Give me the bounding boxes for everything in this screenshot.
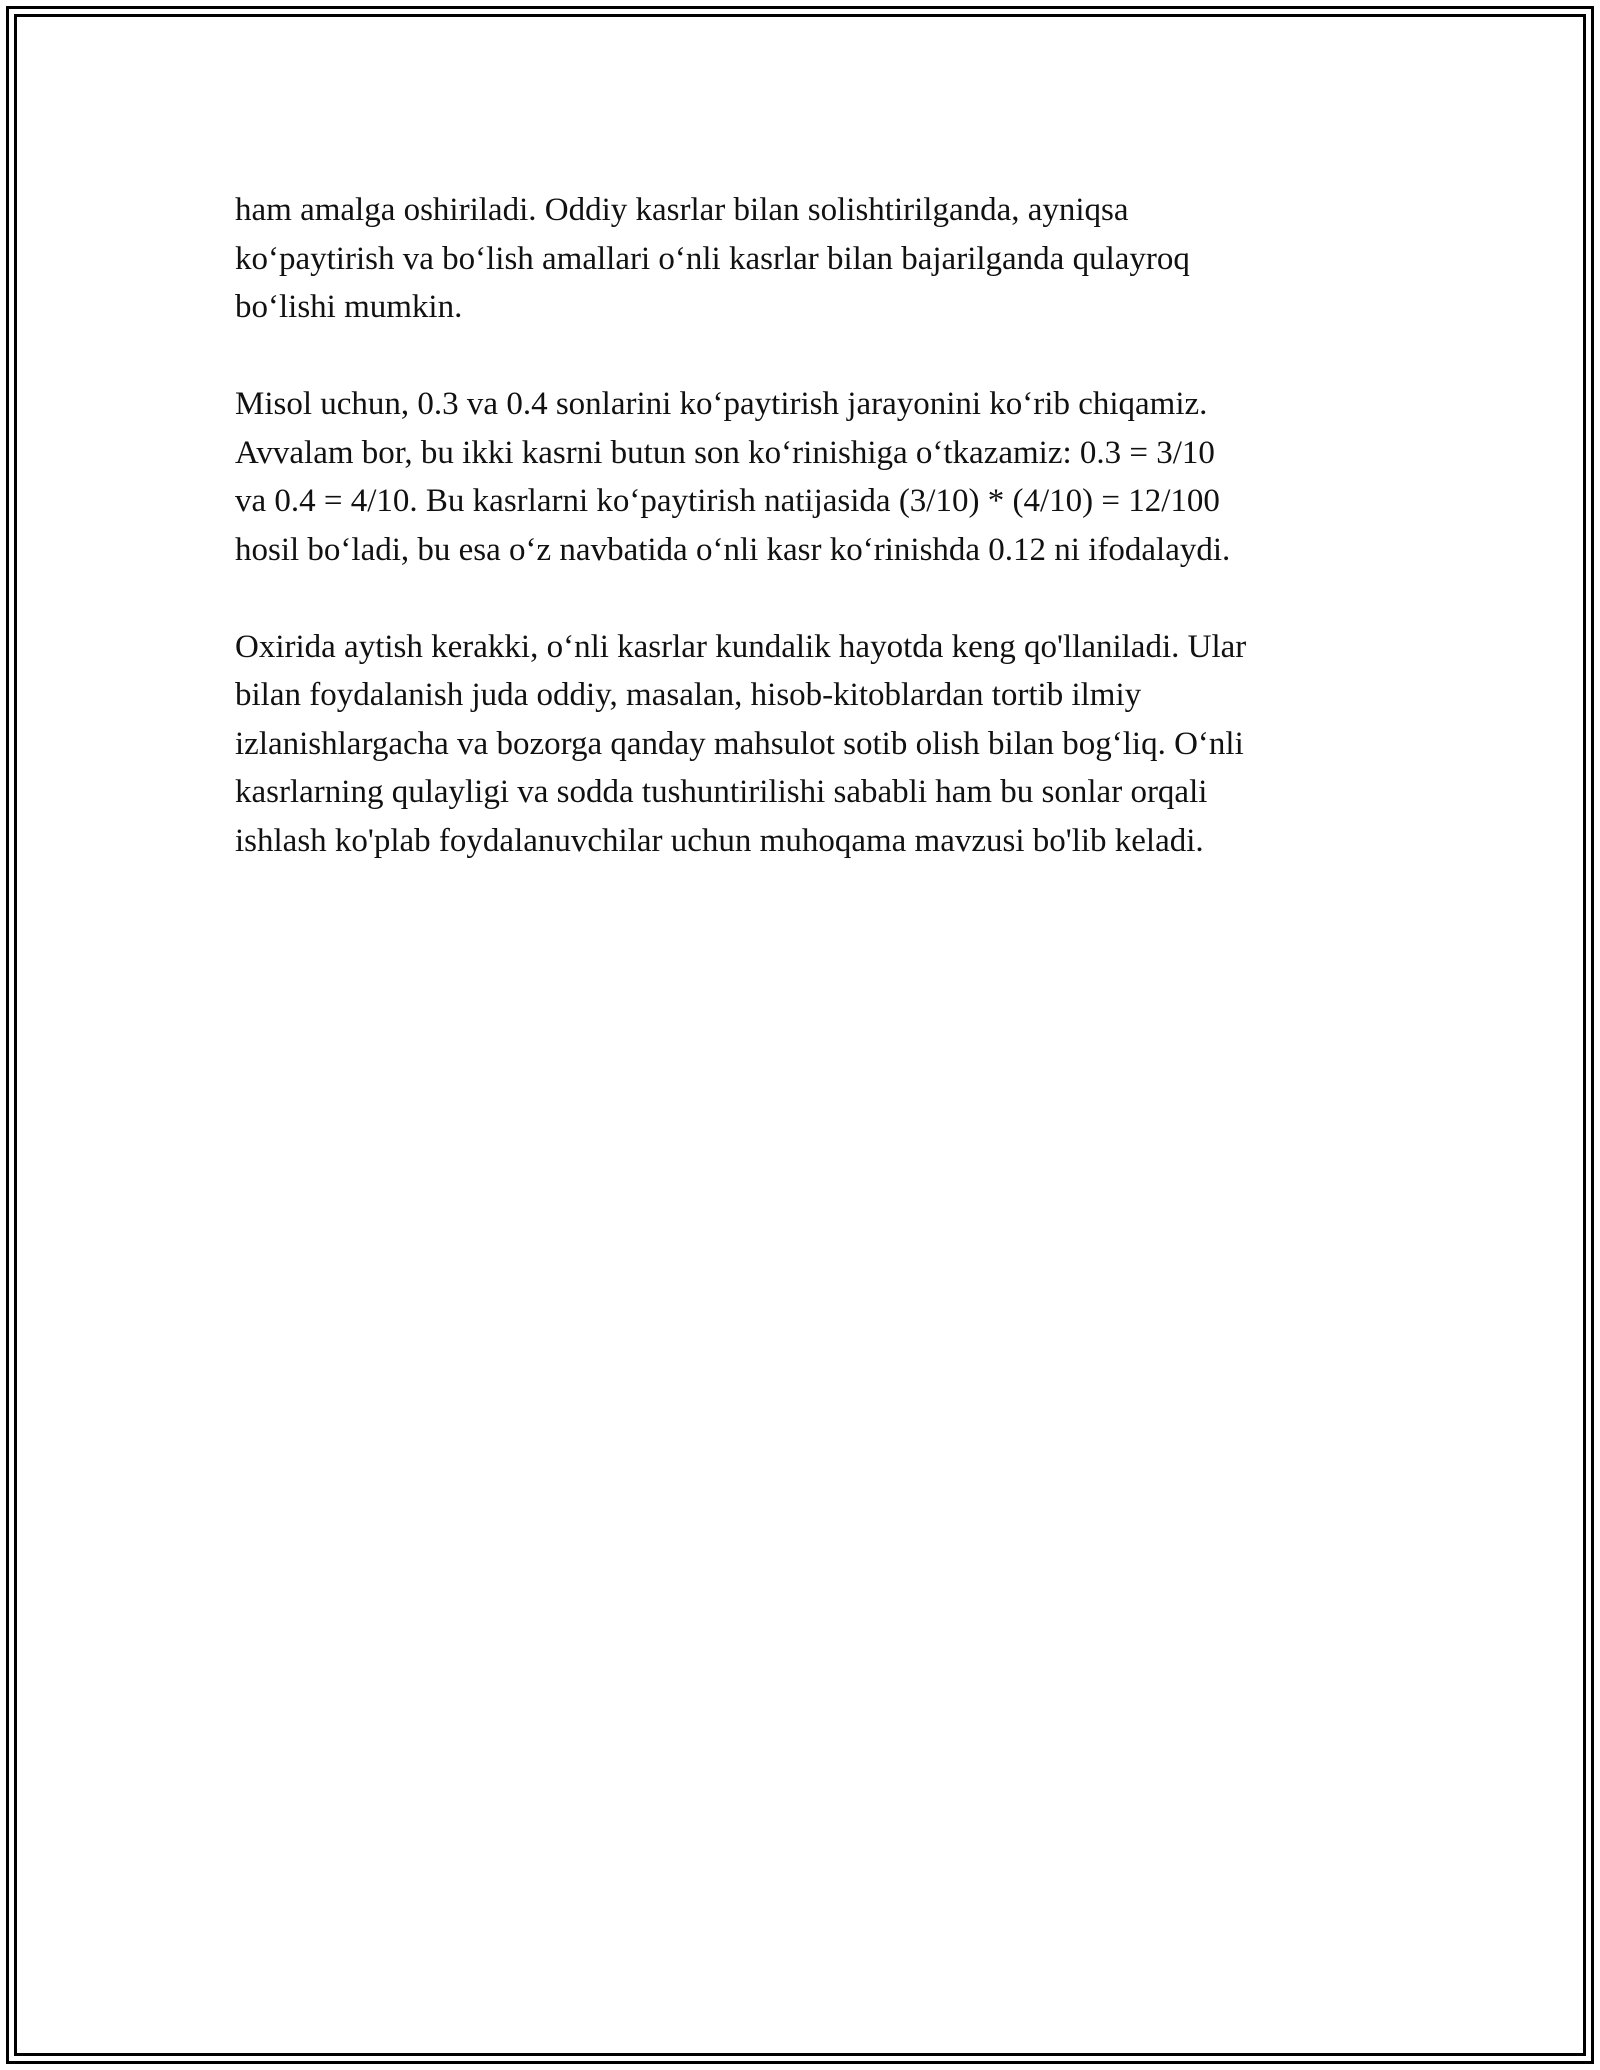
text-line: hosil bo‘ladi, bu esa o‘z navbatida o‘nli kasr ko‘rinishda 0.12 ni ifodalaydi. bbox=[235, 531, 1231, 568]
text-line: va 0.4 = 4/10. Bu kasrlarni ko‘paytirish natijasida (3/10) * (4/10) = 12/100 bbox=[235, 483, 1220, 519]
paragraph-3 bbox=[235, 623, 1370, 866]
text-line: ishlash ko'plab foydalanuvchilar uchun muhoqama mavzusi bo'lib keladi. bbox=[235, 822, 1204, 859]
paragraph-1 bbox=[235, 186, 1370, 332]
text-line: ham amalga oshiriladi. Oddiy kasrlar bilan solishtirilganda, ayniqsa bbox=[235, 192, 1129, 228]
text-line: Oxirida aytish kerakki, o‘nli kasrlar kundalik hayotda keng qo'llaniladi. Ular bbox=[235, 628, 1247, 665]
text-line: Avvalam bor, bu ikki kasrni butun son ko‘rinishiga o‘tkazamiz: 0.3 = 3/10 bbox=[235, 434, 1215, 471]
document-body bbox=[235, 186, 1370, 914]
paragraph-2 bbox=[235, 380, 1370, 574]
text-line: kasrlarning qulayligi va sodda tushuntirilishi sababli ham bu sonlar orqali bbox=[235, 774, 1208, 810]
text-line: ko‘paytirish va bo‘lish amallari o‘nli kasrlar bilan bajarilganda qulayroq bbox=[235, 240, 1190, 277]
text-line: bilan foydalanish juda oddiy, masalan, hisob-kitoblardan tortib ilmiy bbox=[235, 677, 1142, 713]
text-line: izlanishlargacha va bozorga qanday mahsulot sotib olish bilan bog‘liq. O‘nli bbox=[235, 725, 1244, 762]
text-line: bo‘lishi mumkin. bbox=[235, 289, 463, 325]
text-line: Misol uchun, 0.3 va 0.4 sonlarini ko‘paytirish jarayonini ko‘rib chiqamiz. bbox=[235, 386, 1208, 422]
